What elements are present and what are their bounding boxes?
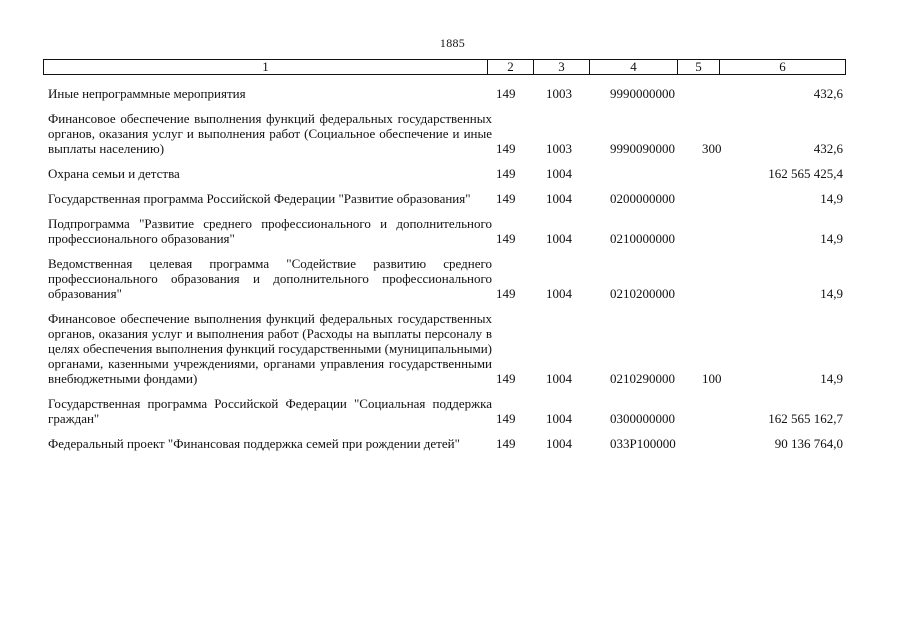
row-col-2: 149 bbox=[496, 86, 516, 101]
row-amount: 14,9 bbox=[820, 286, 843, 301]
table-body bbox=[43, 83, 845, 451]
row-col-4: 0210290000 bbox=[610, 371, 675, 386]
header-row bbox=[44, 60, 846, 75]
row-col-3: 1004 bbox=[546, 191, 572, 206]
row-name: Ведомственная целевая программа "Содействие развитию среднего профессионального образования и дополнительного профессионального образования" bbox=[48, 256, 492, 301]
header-col-1: 1 bbox=[44, 60, 488, 75]
table-row bbox=[43, 436, 845, 451]
row-col-2: 149 bbox=[496, 191, 516, 206]
row-col-3: 1004 bbox=[546, 411, 572, 426]
row-amount: 90 136 764,0 bbox=[774, 436, 843, 451]
row-col-3: 1004 bbox=[546, 166, 572, 181]
table-row bbox=[43, 191, 845, 206]
row-amount: 14,9 bbox=[820, 231, 843, 246]
table-row bbox=[43, 111, 845, 156]
row-col-2: 149 bbox=[496, 231, 516, 246]
row-col-3: 1004 bbox=[546, 231, 572, 246]
row-amount: 432,6 bbox=[813, 141, 843, 156]
header-col-5: 5 bbox=[678, 60, 720, 75]
header-col-3: 3 bbox=[534, 60, 590, 75]
row-col-4: 9990000000 bbox=[610, 86, 675, 101]
row-name: Иные непрограммные мероприятия bbox=[48, 86, 246, 101]
row-col-3: 1003 bbox=[546, 141, 572, 156]
row-name: Федеральный проект "Финансовая поддержка семей при рождении детей" bbox=[48, 436, 460, 451]
row-col-2: 149 bbox=[496, 436, 516, 451]
table-row bbox=[43, 166, 845, 181]
header-col-2: 2 bbox=[488, 60, 534, 75]
row-col-2: 149 bbox=[496, 371, 516, 386]
row-col-2: 149 bbox=[496, 286, 516, 301]
row-col-3: 1004 bbox=[546, 436, 572, 451]
row-name: Государственная программа Российской Федерации "Развитие образования" bbox=[48, 191, 471, 206]
page-number: 1885 bbox=[439, 36, 466, 50]
header-col-4: 4 bbox=[590, 60, 678, 75]
row-amount: 432,6 bbox=[813, 86, 843, 101]
row-name: Финансовое обеспечение выполнения функций федеральных государственных органов, оказания услуг и выполнения работ (Социальное обеспечение и иные выплаты населению) bbox=[48, 111, 492, 156]
row-name: Охрана семьи и детства bbox=[48, 166, 180, 181]
table-row bbox=[43, 216, 845, 246]
table-row bbox=[43, 396, 845, 426]
row-col-2: 149 bbox=[496, 141, 516, 156]
table-header bbox=[43, 59, 846, 75]
row-col-2: 149 bbox=[496, 166, 516, 181]
row-col-4: 0210200000 bbox=[610, 286, 675, 301]
row-col-5: 100 bbox=[702, 371, 722, 386]
table-row bbox=[43, 256, 845, 301]
header-col-6: 6 bbox=[720, 60, 846, 75]
table-row bbox=[43, 86, 845, 101]
row-col-4: 9990090000 bbox=[610, 141, 675, 156]
row-col-3: 1004 bbox=[546, 371, 572, 386]
row-col-5: 300 bbox=[702, 141, 722, 156]
table-row bbox=[43, 311, 845, 386]
row-col-4: 0210000000 bbox=[610, 231, 675, 246]
row-col-3: 1003 bbox=[546, 86, 572, 101]
row-name: Государственная программа Российской Федерации "Социальная поддержка граждан" bbox=[48, 396, 492, 426]
row-col-4: 033P100000 bbox=[610, 436, 676, 451]
row-name: Подпрограмма "Развитие среднего профессионального и дополнительного профессионального образования" bbox=[48, 216, 492, 246]
row-amount: 162 565 162,7 bbox=[768, 411, 843, 426]
row-amount: 162 565 425,4 bbox=[768, 166, 843, 181]
row-name: Финансовое обеспечение выполнения функций федеральных государственных органов, оказания услуг и выполнения работ (Расходы на выплаты персоналу в целях обеспечения выполнения функций государственными (муниципальными) органами, казенными учреждениями, органами управления государственными внебюджетными фондами) bbox=[48, 311, 492, 386]
row-amount: 14,9 bbox=[820, 371, 843, 386]
row-col-3: 1004 bbox=[546, 286, 572, 301]
row-col-4: 0300000000 bbox=[610, 411, 675, 426]
row-col-2: 149 bbox=[496, 411, 516, 426]
row-col-4: 0200000000 bbox=[610, 191, 675, 206]
row-amount: 14,9 bbox=[820, 191, 843, 206]
